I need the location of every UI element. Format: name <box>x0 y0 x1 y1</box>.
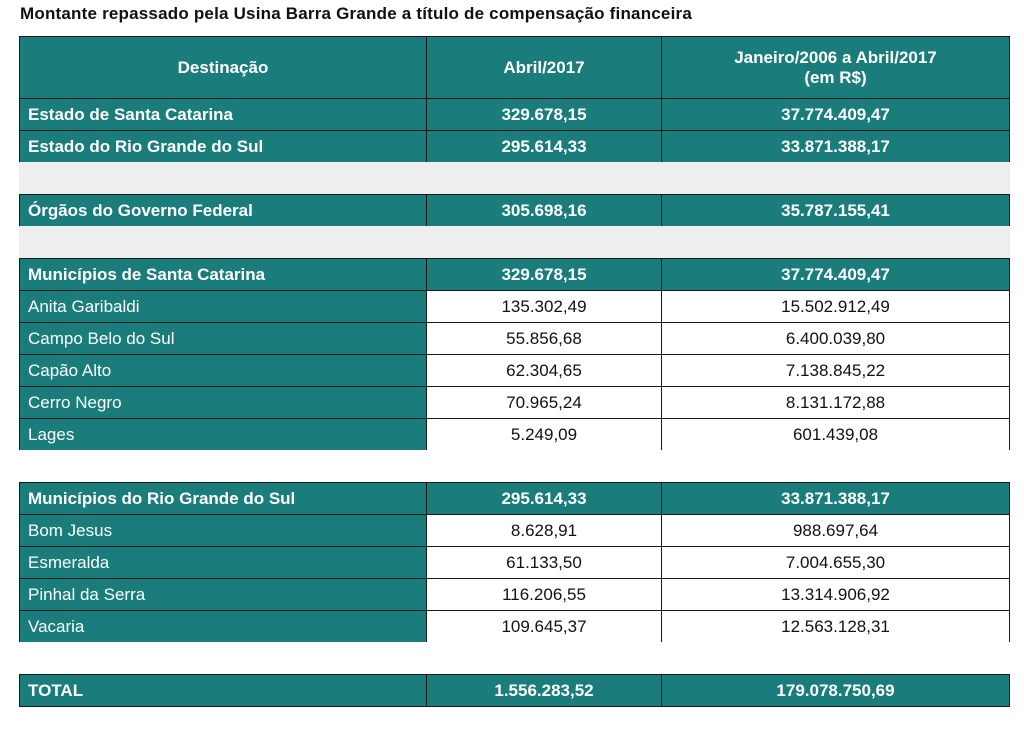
state-name: Estado de Santa Catarina <box>19 98 427 131</box>
municipality-month: 8.628,91 <box>426 514 662 547</box>
municipality-name: Lages <box>19 418 427 451</box>
spacer <box>19 450 1010 482</box>
municipality-total: 13.314.906,92 <box>661 578 1010 611</box>
rs-group-name: Municípios do Rio Grande do Sul <box>19 482 427 515</box>
municipality-month: 135.302,49 <box>426 290 662 323</box>
municipality-name: Esmeralda <box>19 546 427 579</box>
municipality-name: Vacaria <box>19 610 427 643</box>
federal-month-value: 305.698,16 <box>426 194 662 227</box>
state-month-value: 329.678,15 <box>426 98 662 131</box>
municipality-month: 109.645,37 <box>426 610 662 643</box>
spacer <box>19 642 1010 674</box>
total-month-value: 1.556.283,52 <box>426 674 662 707</box>
municipality-month: 5.249,09 <box>426 418 662 451</box>
total-overall-value: 179.078.750,69 <box>661 674 1010 707</box>
municipality-month: 62.304,65 <box>426 354 662 387</box>
municipality-month: 55.856,68 <box>426 322 662 355</box>
municipality-total: 988.697,64 <box>661 514 1010 547</box>
header-periodo-line2: (em R$) <box>804 67 867 87</box>
municipality-name: Capão Alto <box>19 354 427 387</box>
municipality-total: 7.138.845,22 <box>661 354 1010 387</box>
sc-group-total: 37.774.409,47 <box>661 258 1010 291</box>
rs-group-month: 295.614,33 <box>426 482 662 515</box>
sc-group-month: 329.678,15 <box>426 258 662 291</box>
state-name: Estado do Rio Grande do Sul <box>19 130 427 163</box>
state-total-value: 33.871.388,17 <box>661 130 1010 163</box>
municipality-name: Campo Belo do Sul <box>19 322 427 355</box>
municipality-month: 70.965,24 <box>426 386 662 419</box>
municipality-total: 7.004.655,30 <box>661 546 1010 579</box>
municipality-month: 116.206,55 <box>426 578 662 611</box>
rs-group-total: 33.871.388,17 <box>661 482 1010 515</box>
header-periodo <box>661 36 1010 99</box>
municipality-name: Anita Garibaldi <box>19 290 427 323</box>
state-total-value: 37.774.409,47 <box>661 98 1010 131</box>
municipality-total: 12.563.128,31 <box>661 610 1010 643</box>
spacer <box>19 162 1010 194</box>
municipality-total: 601.439,08 <box>661 418 1010 451</box>
state-month-value: 295.614,33 <box>426 130 662 163</box>
header-destinacao: Destinação <box>19 36 427 99</box>
municipality-total: 6.400.039,80 <box>661 322 1010 355</box>
compensation-table <box>19 36 1010 706</box>
total-label: TOTAL <box>19 674 427 707</box>
federal-total-value: 35.787.155,41 <box>661 194 1010 227</box>
municipality-name: Pinhal da Serra <box>19 578 427 611</box>
header-abril-2017: Abril/2017 <box>426 36 662 99</box>
municipality-name: Bom Jesus <box>19 514 427 547</box>
municipality-month: 61.133,50 <box>426 546 662 579</box>
header-periodo-line1: Janeiro/2006 a Abril/2017 <box>734 47 937 67</box>
federal-name: Órgãos do Governo Federal <box>19 194 427 227</box>
municipality-name: Cerro Negro <box>19 386 427 419</box>
spacer <box>19 226 1010 258</box>
municipality-total: 15.502.912,49 <box>661 290 1010 323</box>
sc-group-name: Municípios de Santa Catarina <box>19 258 427 291</box>
municipality-total: 8.131.172,88 <box>661 386 1010 419</box>
page-title: Montante repassado pela Usina Barra Grande a título de compensação financeira <box>20 4 692 23</box>
